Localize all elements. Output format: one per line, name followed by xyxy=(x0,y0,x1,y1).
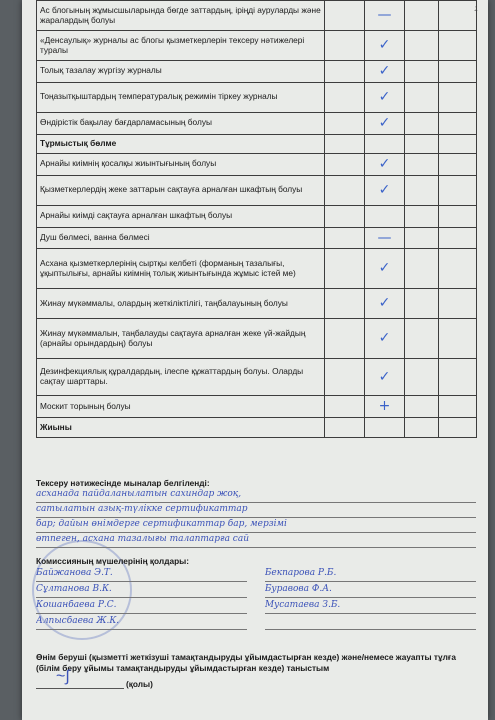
row-label: Жиыны xyxy=(37,418,325,438)
empty-cell xyxy=(439,134,477,153)
checklist-table xyxy=(36,0,477,438)
section-row xyxy=(37,134,477,153)
row-label: Москит торының болуы xyxy=(37,396,325,418)
empty-cell xyxy=(325,227,365,249)
checklist-row xyxy=(37,227,477,249)
row-label: Қызметкерлердің жеке заттарын сақтауға арналған шкафтың болуы xyxy=(37,175,325,205)
acknowledgement-text xyxy=(36,652,476,674)
empty-cell xyxy=(405,112,439,134)
checklist-row xyxy=(37,249,477,289)
empty-cell xyxy=(405,396,439,418)
empty-cell xyxy=(405,61,439,83)
empty-cell xyxy=(439,153,477,175)
empty-cell xyxy=(439,205,477,227)
empty-cell xyxy=(405,31,439,61)
row-label: Жинау мүкәммалын, таңбалауды сақтауға арналған жеке үй-жайдың (арнайы орындардың) болуы xyxy=(37,319,325,359)
signature-right: Мусатаева З.Б. xyxy=(265,600,476,614)
row-mark: ✓ xyxy=(365,175,405,205)
empty-cell xyxy=(439,418,477,438)
acknowledgement-body: Өнім беруші (қызметті жеткізуші тамақтандыруды ұйымдастырған кезде) және/немесе жауапты тұлға (білім беру ұйымы тамақтандыруды ұйымдастырған кезде) таныстым xyxy=(36,652,456,674)
empty-cell xyxy=(439,175,477,205)
row-label: Душ бөлмесі, ванна бөлмесі xyxy=(37,227,325,249)
acknowledgement-signature xyxy=(36,668,476,690)
corner-note: 1 xyxy=(474,6,478,13)
signature-line xyxy=(36,668,124,689)
row-label: Толық тазалау жүргізу журналы xyxy=(37,61,325,83)
row-mark xyxy=(365,205,405,227)
empty-cell xyxy=(405,289,439,319)
checklist-row xyxy=(37,82,477,112)
empty-cell xyxy=(439,319,477,359)
empty-cell xyxy=(405,359,439,396)
empty-cell xyxy=(325,396,365,418)
checklist-row xyxy=(37,153,477,175)
empty-cell xyxy=(325,112,365,134)
footer-section xyxy=(36,478,476,689)
empty-cell xyxy=(405,175,439,205)
signature-left: Кошанбаева Р.С. xyxy=(36,600,247,614)
document-sheet xyxy=(22,0,488,720)
checklist-row xyxy=(37,396,477,418)
empty-cell xyxy=(405,418,439,438)
checklist-row xyxy=(37,175,477,205)
row-label: Арнайы киімді сақтауға арналған шкафтың болуы xyxy=(37,205,325,227)
empty-cell xyxy=(439,359,477,396)
results-heading: Тексеру нәтижесінде мыналар белгіленді: xyxy=(36,478,210,488)
empty-cell xyxy=(325,134,365,153)
checklist-row xyxy=(37,1,477,31)
signature-right: Буравова Ф.А. xyxy=(265,584,476,598)
signature-label: (қолы) xyxy=(126,679,153,690)
empty-cell xyxy=(405,227,439,249)
row-mark: ✓ xyxy=(365,319,405,359)
empty-cell xyxy=(325,1,365,31)
row-label: Дезинфекциялық құралдардың, ілеспе құжаттардың болуы. Оларды сақтау шарттары. xyxy=(37,359,325,396)
row-mark: ✓ xyxy=(365,289,405,319)
row-mark: + xyxy=(365,396,405,418)
row-mark: ✓ xyxy=(365,112,405,134)
empty-cell xyxy=(325,249,365,289)
row-mark: ✓ xyxy=(365,249,405,289)
empty-cell xyxy=(325,289,365,319)
signature-row xyxy=(36,616,476,630)
row-mark: ✓ xyxy=(365,82,405,112)
checklist-row xyxy=(37,359,477,396)
signature-left: Сұлтанова В.К. xyxy=(36,584,247,598)
section-row xyxy=(37,418,477,438)
empty-cell xyxy=(439,289,477,319)
empty-cell xyxy=(405,134,439,153)
empty-cell xyxy=(325,82,365,112)
empty-cell xyxy=(439,227,477,249)
signature-right: Бекпарова Р.Б. xyxy=(265,568,476,582)
row-label: Асхана қызметкерлерінің сыртқы келбеті (форманың тазалығы, ұқыптылығы, арнайы киімнің толық жиынтығында жұмыс істей ме) xyxy=(37,249,325,289)
signature-row xyxy=(36,584,476,598)
signature-left: Байжанова Э.Т. xyxy=(36,568,247,582)
empty-cell xyxy=(325,205,365,227)
empty-cell xyxy=(325,175,365,205)
row-mark: ✓ xyxy=(365,359,405,396)
checklist-row xyxy=(37,319,477,359)
row-label: Тоңазытқыштардың температуралық режимін тіркеу журналы xyxy=(37,82,325,112)
signature-row xyxy=(36,600,476,614)
empty-cell xyxy=(439,112,477,134)
row-label: «Денсаулық» журналы ас блогы қызметкерлерін тексеру нәтижелері туралы xyxy=(37,31,325,61)
row-mark: — xyxy=(365,227,405,249)
signature-scribble-icon: ~∫ xyxy=(56,668,70,686)
signature-left: Алпысбаева Ж.К. xyxy=(36,616,247,630)
empty-cell xyxy=(439,82,477,112)
empty-cell xyxy=(325,31,365,61)
row-mark: ✓ xyxy=(365,61,405,83)
empty-cell xyxy=(405,82,439,112)
empty-cell xyxy=(439,249,477,289)
results-line: өтпеген, асхана тазалығы талаптарға сай xyxy=(36,534,476,548)
row-mark: ✓ xyxy=(365,153,405,175)
empty-cell xyxy=(439,61,477,83)
row-label: Өндірістік бақылау бағдарламасының болуы xyxy=(37,112,325,134)
checklist-row xyxy=(37,31,477,61)
row-mark xyxy=(365,418,405,438)
row-label: Ас блогының жұмысшыларында бөгде заттардың, іріңді ауруларды және жаралардың болуы xyxy=(37,1,325,31)
empty-cell xyxy=(325,153,365,175)
empty-cell xyxy=(325,418,365,438)
empty-cell xyxy=(405,319,439,359)
empty-cell xyxy=(439,1,477,31)
empty-cell xyxy=(325,359,365,396)
row-label: Жинау мүкәммалы, олардың жеткіліктілігі, таңбалауының болуы xyxy=(37,289,325,319)
row-mark: — xyxy=(365,1,405,31)
checklist-row xyxy=(37,112,477,134)
empty-cell xyxy=(405,249,439,289)
empty-cell xyxy=(325,319,365,359)
row-mark xyxy=(365,134,405,153)
empty-cell xyxy=(325,61,365,83)
empty-cell xyxy=(405,153,439,175)
row-mark: ✓ xyxy=(365,31,405,61)
checklist-row xyxy=(37,61,477,83)
empty-cell xyxy=(405,1,439,31)
checklist-row xyxy=(37,289,477,319)
signature-row xyxy=(36,568,476,582)
signatures-heading: Комиссияның мүшелерінің қолдары: xyxy=(36,556,189,566)
results-line: асханада пайдаланылатын сахиндар жоқ, xyxy=(36,489,476,503)
empty-cell xyxy=(405,205,439,227)
row-label: Арнайы киімнің қосалқы жиынтығының болуы xyxy=(37,153,325,175)
empty-cell xyxy=(439,396,477,418)
row-label: Тұрмыстық бөлме xyxy=(37,134,325,153)
checklist-row xyxy=(37,205,477,227)
signature-right xyxy=(265,616,476,630)
results-line: бар; дайын өнімдерге сертификаттар бар, мерзімі xyxy=(36,519,476,533)
results-line: сатылатын азық-түлікке сертификаттар xyxy=(36,504,476,518)
empty-cell xyxy=(439,31,477,61)
